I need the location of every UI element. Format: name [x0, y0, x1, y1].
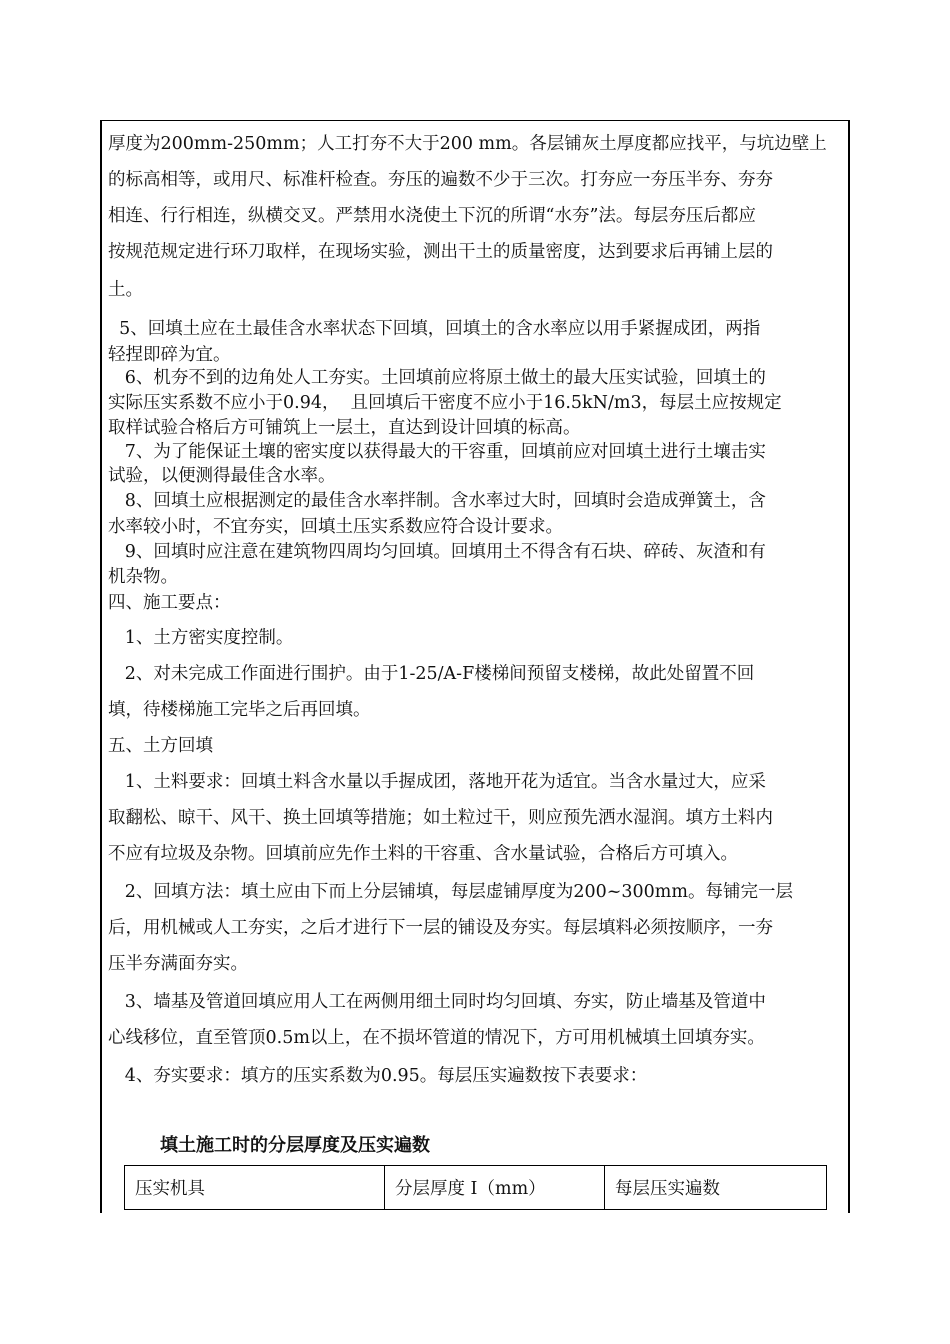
text-line: 2、对未完成工作面进行围护。由于1-25/A-F楼梯间预留支楼梯，故此处留置不回 — [108, 664, 755, 684]
text-line: 3、墙基及管道回填应用人工在两侧用细土同时均匀回填、夯实，防止墙基及管道中 — [108, 992, 766, 1012]
text-line: 实际压实系数不应小于0.94， 且回填后干密度不应小于16.5kN/m3，每层土应按规定 — [108, 393, 782, 413]
text-line: 填，待楼梯施工完毕之后再回填。 — [108, 700, 371, 720]
text-line: 不应有垃圾及杂物。回填前应先作土料的干容重、含水量试验，合格后方可填入。 — [108, 844, 738, 864]
text-line: 轻捏即碎为宜。 — [108, 345, 231, 365]
table-header-cell: 压实机具 — [125, 1166, 385, 1210]
text-line: 取样试验合格后方可铺筑上一层土，直达到设计回填的标高。 — [108, 418, 581, 438]
text-line: 的标高相等，或用尺、标准杆检查。夯压的遍数不少于三次。打夯应一夯压半夯、夯夯 — [108, 170, 773, 190]
text-line: 试验，以便测得最佳含水率。 — [108, 466, 336, 486]
text-line: 取翻松、晾干、风干、换土回填等措施；如土粒过干，则应预先洒水湿润。填方土料内 — [108, 808, 773, 828]
text-line: 按规范规定进行环刀取样，在现场实验，测出干土的质量密度，达到要求后再铺上层的 — [108, 242, 773, 262]
text-line: 2、回填方法：填土应由下而上分层铺填，每层虚铺厚度为200~300mm。每铺完一层 — [108, 882, 793, 902]
text-line: 后，用机械或人工夯实，之后才进行下一层的铺设及夯实。每层填料必须按顺序，一夯 — [108, 918, 773, 938]
text-line: 土。 — [108, 280, 143, 300]
table-title: 填土施工时的分层厚度及压实遍数 — [160, 1135, 430, 1156]
table-header-cell: 分层厚度 I（mm） — [385, 1166, 605, 1210]
text-line: 厚度为200mm-250mm；人工打夯不大于200 mm。各层铺灰土厚度都应找平，与坑边壁上 — [108, 134, 827, 154]
text-line: 1、土方密实度控制。 — [108, 628, 294, 648]
text-line: 9、回填时应注意在建筑物四周均匀回填。回填用土不得含有石块、碎砖、灰渣和有 — [108, 542, 766, 562]
text-line: 心线移位，直至管顶0.5m以上，在不损坏管道的情况下，方可用机械填土回填夯实。 — [108, 1028, 765, 1048]
text-line: 5、回填土应在土最佳含水率状态下回填，回填土的含水率应以用手紧握成团，两指 — [108, 319, 761, 339]
compaction-table — [124, 1165, 827, 1210]
text-line: 1、土料要求：回填土料含水量以手握成团，落地开花为适宜。当含水量过大，应采 — [108, 772, 766, 792]
text-line: 4、夯实要求：填方的压实系数为0.95。每层压实遍数按下表要求： — [108, 1066, 648, 1086]
text-line: 7、为了能保证土壤的密实度以获得最大的干容重，回填前应对回填土进行土壤击实 — [108, 442, 766, 462]
table-header-cell: 每层压实遍数 — [605, 1166, 827, 1210]
section-heading: 四、施工要点： — [108, 593, 231, 613]
text-line: 水率较小时，不宜夯实，回填土压实系数应符合设计要求。 — [108, 517, 563, 537]
text-line: 相连、行行相连，纵横交叉。严禁用水浇使土下沉的所谓“水夯”法。每层夯压后都应 — [108, 206, 756, 226]
table-header-row — [125, 1166, 827, 1210]
text-line: 6、机夯不到的边角处人工夯实。土回填前应将原土做土的最大压实试验，回填土的 — [108, 368, 766, 388]
text-line: 压半夯满面夯实。 — [108, 954, 248, 974]
text-line: 8、回填土应根据测定的最佳含水率拌制。含水率过大时，回填时会造成弹簧土，含 — [108, 491, 766, 511]
section-heading: 五、土方回填 — [108, 736, 213, 756]
text-line: 机杂物。 — [108, 567, 178, 587]
